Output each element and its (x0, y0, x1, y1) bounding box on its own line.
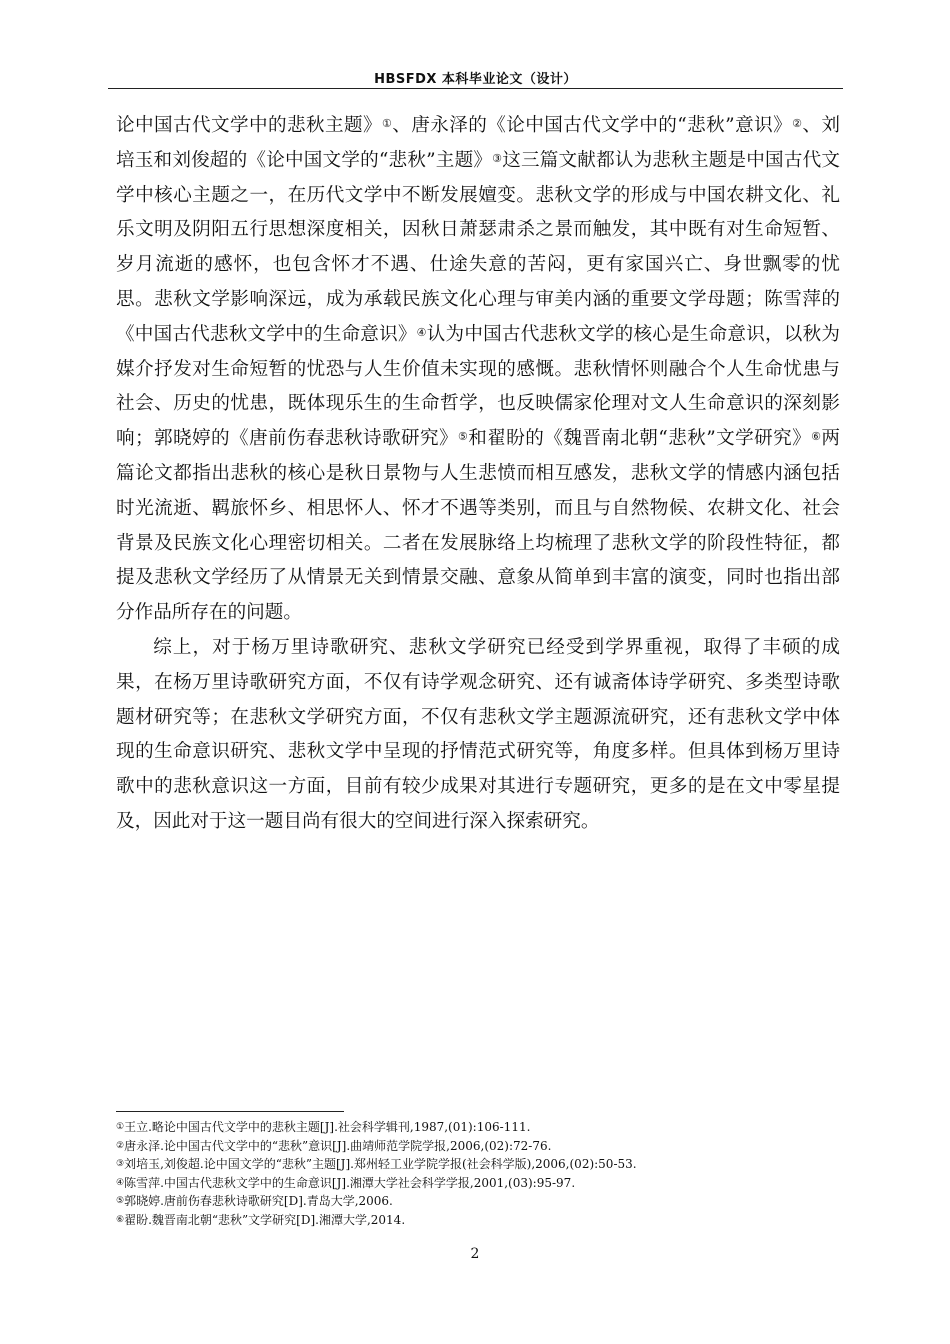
footnote-item (116, 1174, 840, 1193)
footnote-item (116, 1192, 840, 1211)
footnote-ref-4[interactable]: ④ (416, 325, 427, 339)
footnote-text: 翟盼.魏晋南北朝“悲秋”文学研究[D].湘潭大学,2014. (124, 1212, 406, 1227)
page-header-title: HBSFDX 本科毕业论文（设计） (374, 72, 577, 87)
header-rule (108, 88, 843, 89)
footnote-ref-6[interactable]: ⑥ (811, 430, 822, 444)
footnote-mark: ① (116, 1122, 125, 1132)
footnote-text: 陈雪萍.中国古代悲秋文学中的生命意识[J].湘潭大学社会科学学报,2001,(03):95-97. (124, 1175, 576, 1190)
footnote-separator (116, 1111, 344, 1112)
footnote-text: 唐永泽.论中国古代文学中的“悲秋”意识[J].曲靖师范学院学报,2006,(02):72-76. (124, 1138, 552, 1153)
body-text (116, 109, 840, 840)
footnote-mark: ③ (116, 1159, 125, 1169)
footnote-mark: ⑤ (116, 1196, 125, 1206)
footnote-ref-2[interactable]: ② (792, 117, 803, 130)
footnote-item (116, 1118, 840, 1137)
footnote-text: 刘培玉,刘俊超.论中国文学的“悲秋”主题[J].郑州轻工业学院学报(社会科学版),2006,(02):50-53. (124, 1157, 637, 1171)
footnote-list (116, 1118, 840, 1229)
footnote-mark: ④ (116, 1177, 125, 1188)
footnote-mark: ⑥ (116, 1214, 125, 1225)
para1-seg4: 这三篇文献都认为悲秋主题是中国古代文学中核心主题之一，在历代文学中不断发展嬗变。悲秋文学的形成与中国农耕文化、礼乐文明及阴阳五行思想深度相关，因秋日萧瑟肃杀之景而触发，其中既有对生命短暂、岁月流逝的感怀，也包含怀才不遇、仕途失意的苦闷，更有家国兴亡、身世飘零的忧思。悲秋文学影响深远，成为承载民族文化心理与审美内涵的重要文学母题；陈雪萍的《中国古代悲秋文学中的生命意识》 (116, 149, 840, 345)
footnote-item (116, 1155, 840, 1174)
footnote-text: 郭晓婷.唐前伤春悲秋诗歌研究[D].青岛大学,2006. (124, 1194, 393, 1208)
para1-seg1: 论中国古代文学中的悲秋主题》 (116, 115, 382, 136)
page-number: 2 (470, 1246, 480, 1262)
footnote-mark: ② (116, 1140, 125, 1151)
footnote-item (116, 1211, 840, 1230)
para1-seg3: 、刘培玉和刘俊超的《论中国文学的“悲秋”主题》 (116, 115, 840, 171)
para1-seg6: 和翟盼的《魏晋南北朝“悲秋”文学研究》 (468, 428, 812, 450)
footnote-ref-3[interactable]: ③ (492, 151, 503, 165)
para1-seg7: 两篇论文都指出悲秋的核心是秋日景物与人生悲愤而相互感发，悲秋文学的情感内涵包括时光流逝、羁旅怀乡、相思怀人、怀才不遇等类别，而且与自然物候、农耕文化、社会背景及民族文化心理密切相关。二者在发展脉络上均梳理了悲秋文学的阶段性特征，都提及悲秋文学经历了从情景无关到情景交融、意象从简单到丰富的演变，同时也指出部分作品所存在的问题。 (116, 428, 840, 624)
footnote-text: 王立.略论中国古代文学中的悲秋主题[J].社会科学辑刊,1987,(01):106-111. (124, 1120, 531, 1134)
footnote-ref-1[interactable]: ① (382, 117, 393, 130)
para1-seg2: 、唐永泽的《论中国古代文学中的“悲秋”意识》 (392, 115, 793, 136)
paragraph-1 (116, 109, 840, 631)
footnote-item (116, 1137, 840, 1156)
paragraph-2: 综上，对于杨万里诗歌研究、悲秋文学研究已经受到学界重视，取得了丰硕的成果，在杨万里诗歌研究方面，不仅有诗学观念研究、还有诚斋体诗学研究、多类型诗歌题材研究等；在悲秋文学研究方面，不仅有悲秋文学主题源流研究，还有悲秋文学中体现的生命意识研究、悲秋文学中呈现的抒情范式研究等，角度多样。但具体到杨万里诗歌中的悲秋意识这一方面，目前有较少成果对其进行专题研究，更多的是在文中零星提及，因此对于这一题目尚有很大的空间进行深入探索研究。 (116, 636, 840, 832)
footnote-ref-5[interactable]: ⑤ (458, 430, 469, 444)
para1-seg5: 认为中国古代悲秋文学的核心是生命意识，以秋为媒介抒发对生命短暂的忧恐与人生价值未实现的感慨。悲秋情怀则融合个人生命忧患与社会、历史的忧患，既体现乐生的生命哲学，也反映儒家伦理对文人生命意识的深刻影响；郭晓婷的《唐前伤春悲秋诗歌研究》 (116, 323, 840, 450)
